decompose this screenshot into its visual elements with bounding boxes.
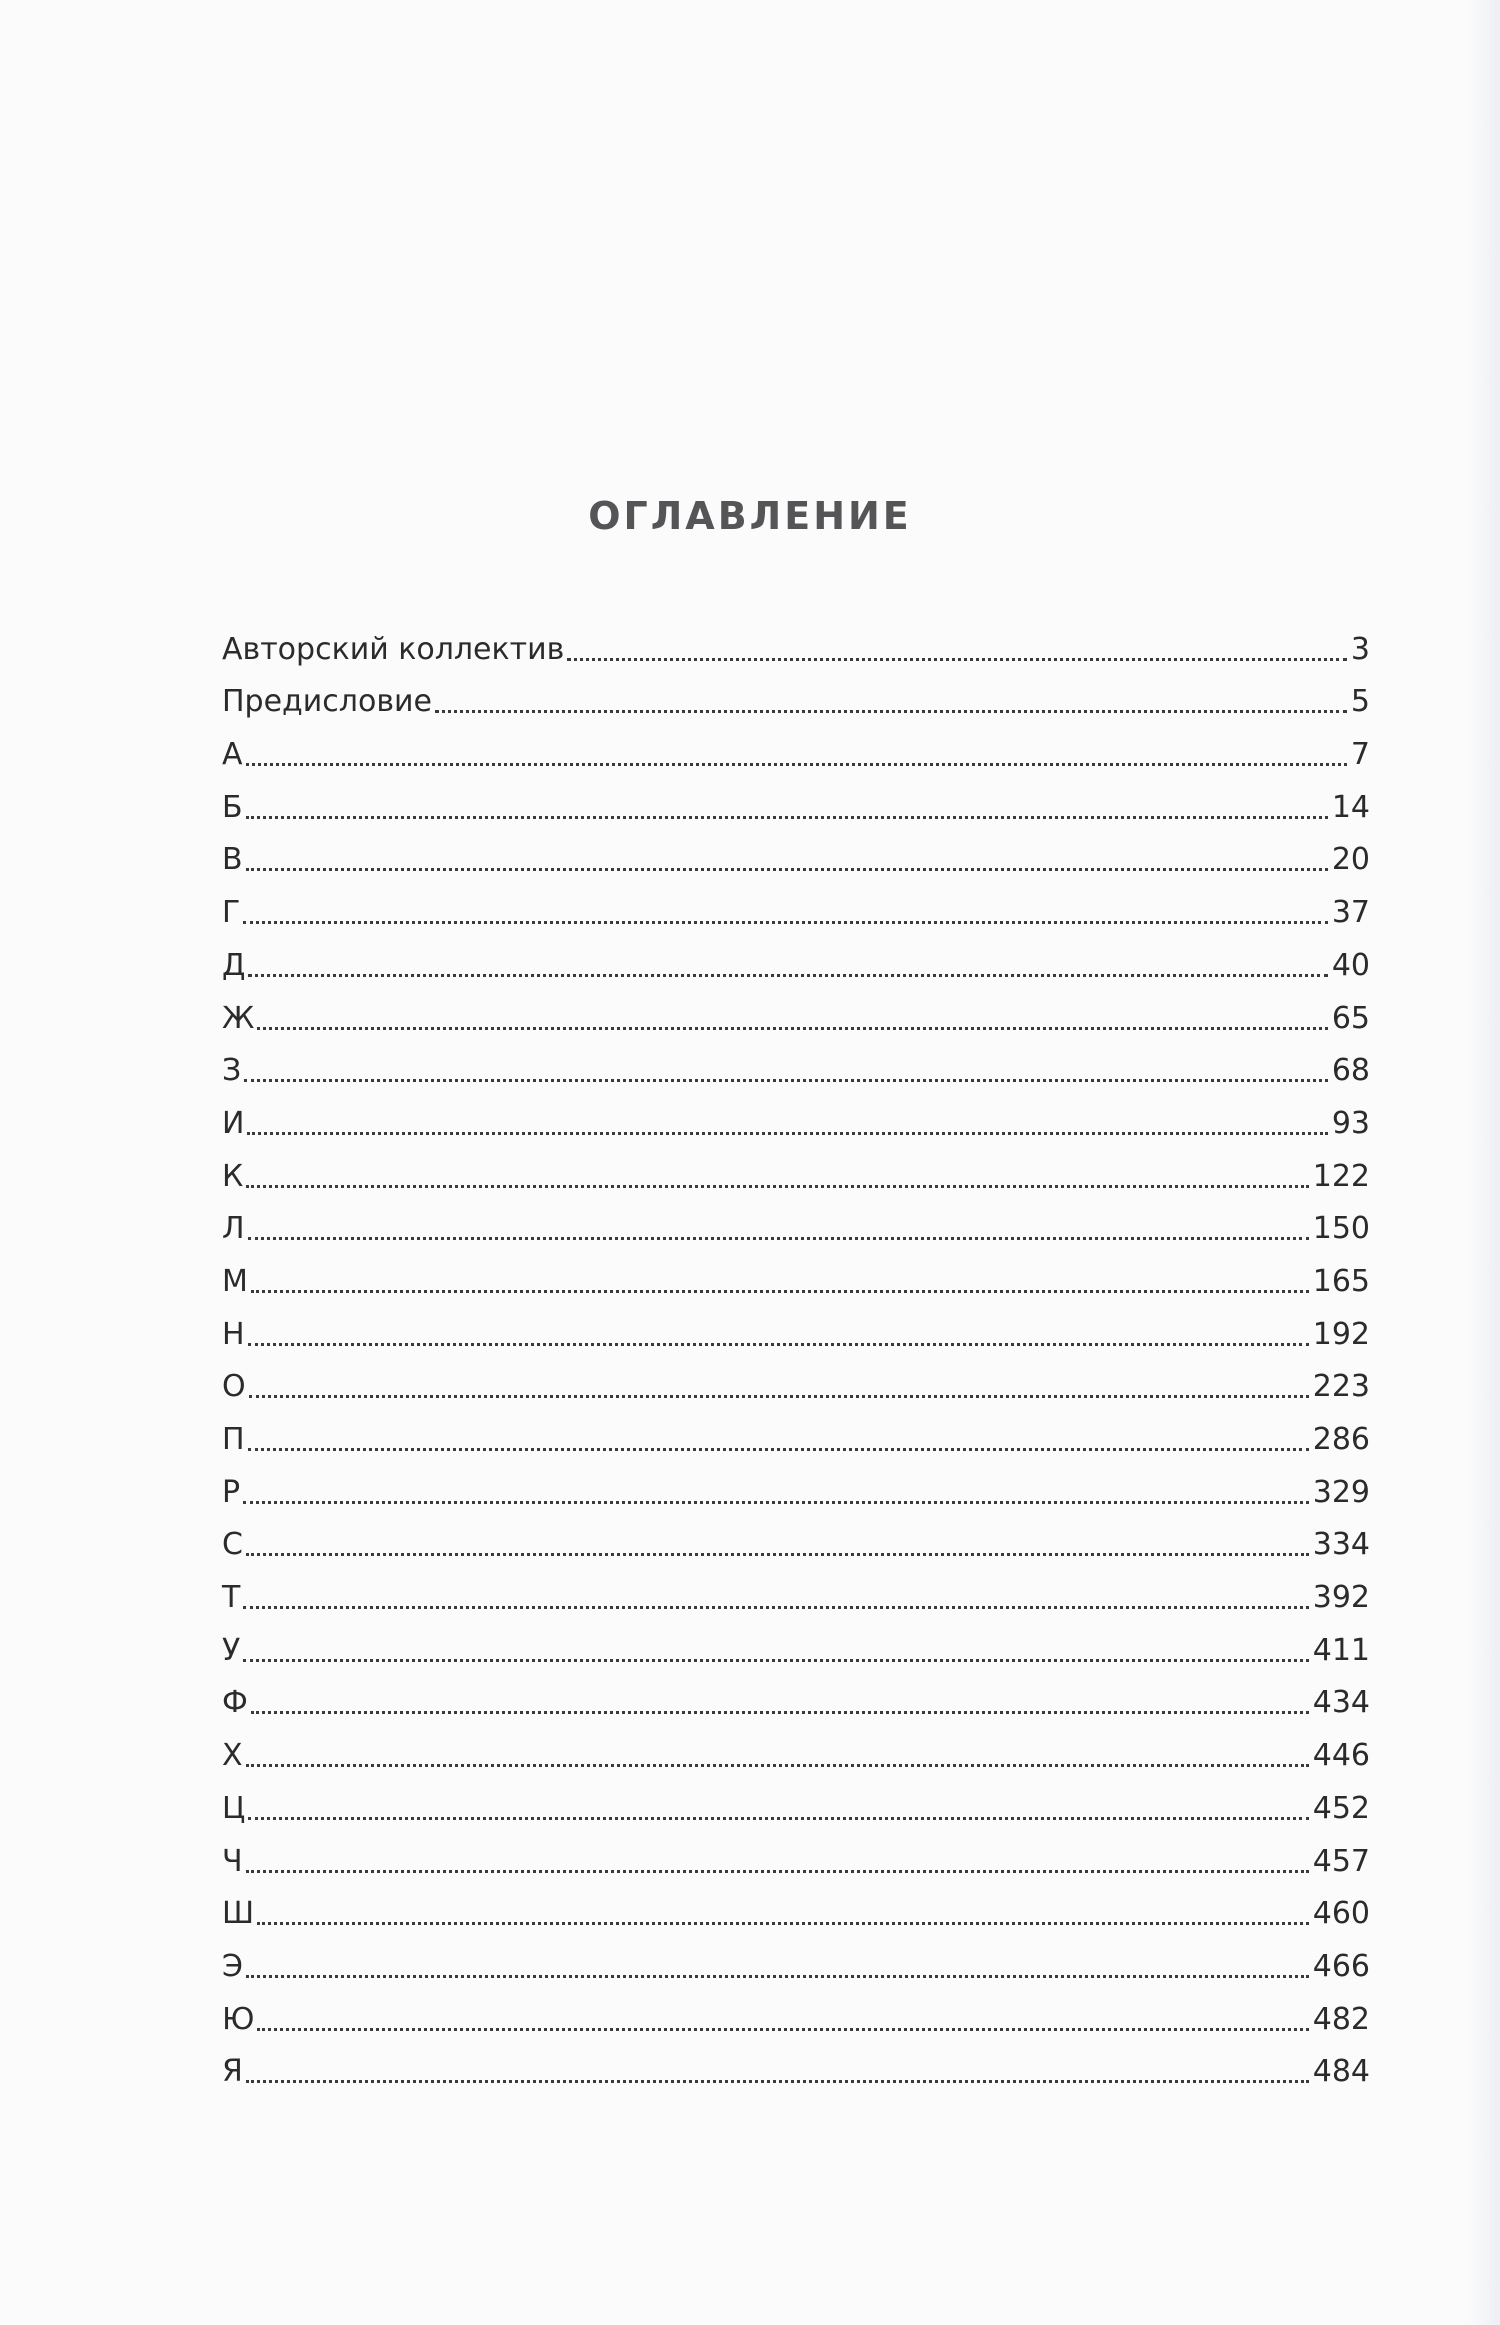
toc-entry-page: 460 bbox=[1312, 1896, 1370, 1932]
toc-entry-page: 65 bbox=[1331, 1000, 1370, 1036]
toc-dot-leader bbox=[246, 1553, 1309, 1556]
toc-entry[interactable] bbox=[222, 1934, 1370, 1987]
toc-entry-label: Н bbox=[222, 1316, 245, 1352]
toc-entry-page: 40 bbox=[1331, 947, 1370, 983]
toc-dot-leader bbox=[257, 1922, 1309, 1925]
toc-entry-label: Предисловие bbox=[222, 684, 432, 720]
toc-entry[interactable] bbox=[222, 1302, 1370, 1355]
toc-entry-label: Я bbox=[222, 2054, 243, 2090]
toc-dot-leader bbox=[248, 974, 1327, 977]
toc-entry-page: 122 bbox=[1312, 1158, 1370, 1194]
toc-entry[interactable] bbox=[222, 1144, 1370, 1197]
page-edge-shadow bbox=[1466, 0, 1500, 2325]
toc-entry-label: У bbox=[222, 1632, 241, 1668]
toc-entry-label: Э bbox=[222, 1948, 243, 1984]
toc-entry-label: Ю bbox=[222, 2001, 255, 2037]
toc-entry-label: А bbox=[222, 737, 243, 773]
toc-entry-label: Ч bbox=[222, 1843, 243, 1879]
toc-entry-label: З bbox=[222, 1053, 242, 1089]
toc-dot-leader bbox=[246, 2080, 1309, 2083]
toc-entry[interactable] bbox=[222, 2040, 1370, 2093]
toc-dot-leader bbox=[248, 1237, 1309, 1240]
toc-entry-label: Д bbox=[222, 947, 246, 983]
toc-entry-page: 7 bbox=[1350, 737, 1370, 773]
toc-entry[interactable] bbox=[222, 617, 1370, 670]
toc-entry[interactable] bbox=[222, 880, 1370, 933]
toc-entry-page: 20 bbox=[1331, 842, 1370, 878]
toc-entry-page: 452 bbox=[1312, 1790, 1370, 1826]
toc-entry-label: Г bbox=[222, 895, 241, 931]
toc-dot-leader bbox=[244, 1079, 1328, 1082]
toc-dot-leader bbox=[567, 658, 1347, 661]
toc-entry[interactable] bbox=[222, 986, 1370, 1039]
toc-entry[interactable] bbox=[222, 1407, 1370, 1460]
toc-entry[interactable] bbox=[222, 1355, 1370, 1408]
toc-dot-leader bbox=[248, 1817, 1308, 1820]
toc-entry-page: 411 bbox=[1312, 1632, 1370, 1668]
toc-entry-page: 223 bbox=[1312, 1369, 1370, 1405]
toc-dot-leader bbox=[246, 1870, 1309, 1873]
toc-dot-leader bbox=[247, 1132, 1327, 1135]
toc-entry-label: Т bbox=[222, 1580, 241, 1616]
toc-dot-leader bbox=[246, 816, 1328, 819]
toc-entry-page: 392 bbox=[1312, 1580, 1370, 1616]
toc-entry-label: Р bbox=[222, 1474, 241, 1510]
toc-dot-leader bbox=[249, 1395, 1309, 1398]
toc-entry[interactable] bbox=[222, 722, 1370, 775]
toc-dot-leader bbox=[243, 1606, 1308, 1609]
toc-entry-page: 446 bbox=[1312, 1738, 1370, 1774]
toc-entry-label: Б bbox=[222, 789, 243, 825]
toc-entry[interactable] bbox=[222, 1776, 1370, 1829]
toc-entry[interactable] bbox=[222, 1723, 1370, 1776]
toc-dot-leader bbox=[243, 1659, 1308, 1662]
toc-entry-page: 3 bbox=[1350, 631, 1370, 667]
toc-entry[interactable] bbox=[222, 1882, 1370, 1935]
toc-dot-leader bbox=[246, 1185, 1308, 1188]
toc-dot-leader bbox=[246, 763, 1347, 766]
toc-entry-page: 165 bbox=[1312, 1263, 1370, 1299]
toc-entry-page: 457 bbox=[1312, 1843, 1370, 1879]
toc-entry[interactable] bbox=[222, 1671, 1370, 1724]
toc-entry-page: 466 bbox=[1312, 1948, 1370, 1984]
toc-entry-page: 37 bbox=[1331, 895, 1370, 931]
toc-dot-leader bbox=[248, 1343, 1309, 1346]
toc-entry-label: Ц bbox=[222, 1790, 246, 1826]
toc-entry[interactable] bbox=[222, 775, 1370, 828]
toc-dot-leader bbox=[243, 1501, 1309, 1504]
toc-entry[interactable] bbox=[222, 1091, 1370, 1144]
toc-entry-label: Авторский коллектив bbox=[222, 631, 565, 667]
toc-entry[interactable] bbox=[222, 1460, 1370, 1513]
toc-entry-page: 14 bbox=[1331, 789, 1370, 825]
toc-entry-label: Ж bbox=[222, 1000, 255, 1036]
toc-entry-label: С bbox=[222, 1527, 243, 1563]
toc-entry[interactable] bbox=[222, 670, 1370, 723]
toc-entry-page: 286 bbox=[1312, 1422, 1370, 1457]
toc-entry-page: 484 bbox=[1312, 2054, 1370, 2090]
toc-entry-page: 68 bbox=[1331, 1053, 1370, 1089]
toc-dot-leader bbox=[246, 868, 1328, 871]
toc-dot-leader bbox=[246, 1975, 1309, 1978]
toc-entry-page: 93 bbox=[1331, 1105, 1370, 1141]
toc-entry-page: 482 bbox=[1312, 2001, 1370, 2037]
toc-entry-page: 334 bbox=[1312, 1527, 1370, 1563]
toc-entry-page: 192 bbox=[1312, 1316, 1370, 1352]
toc-entry-label: О bbox=[222, 1369, 246, 1405]
toc-entry[interactable] bbox=[222, 1618, 1370, 1671]
toc-entry-page: 5 bbox=[1350, 684, 1370, 720]
toc-entry-label: М bbox=[222, 1263, 248, 1299]
toc-entry[interactable] bbox=[222, 1987, 1370, 2040]
toc-dot-leader bbox=[257, 2028, 1308, 2031]
toc-entry-page: 150 bbox=[1312, 1211, 1370, 1247]
page-title: ОГЛАВЛЕНИЕ bbox=[588, 494, 912, 538]
toc-entry[interactable] bbox=[222, 1513, 1370, 1566]
toc-entry-label: Л bbox=[222, 1211, 245, 1247]
toc-entry-label: Ф bbox=[222, 1685, 248, 1721]
toc-dot-leader bbox=[243, 921, 1328, 924]
toc-entry-label: К bbox=[222, 1158, 244, 1194]
toc-entry-page: 329 bbox=[1312, 1474, 1370, 1510]
toc-dot-leader bbox=[248, 1448, 1309, 1451]
toc-entry-page: 434 bbox=[1312, 1685, 1370, 1721]
toc-entry[interactable] bbox=[222, 1565, 1370, 1618]
toc-entry[interactable] bbox=[222, 1039, 1370, 1092]
toc-entry-label: В bbox=[222, 842, 243, 878]
toc-entry[interactable] bbox=[222, 1249, 1370, 1302]
toc-entry-label: Х bbox=[222, 1738, 243, 1774]
toc-entry-label: И bbox=[222, 1105, 245, 1141]
toc-entry-label: П bbox=[222, 1422, 245, 1457]
toc-dot-leader bbox=[251, 1290, 1309, 1293]
toc-dot-leader bbox=[257, 1027, 1327, 1030]
toc-dot-leader bbox=[246, 1764, 1309, 1767]
toc-dot-leader bbox=[435, 710, 1347, 713]
toc-entry-label: Ш bbox=[222, 1896, 255, 1932]
toc-entry[interactable] bbox=[222, 828, 1370, 881]
toc-entry[interactable] bbox=[222, 933, 1370, 986]
toc-entry[interactable] bbox=[222, 1197, 1370, 1250]
toc-dot-leader bbox=[251, 1711, 1309, 1714]
toc-entry[interactable] bbox=[222, 1829, 1370, 1882]
table-of-contents bbox=[222, 617, 1370, 2092]
